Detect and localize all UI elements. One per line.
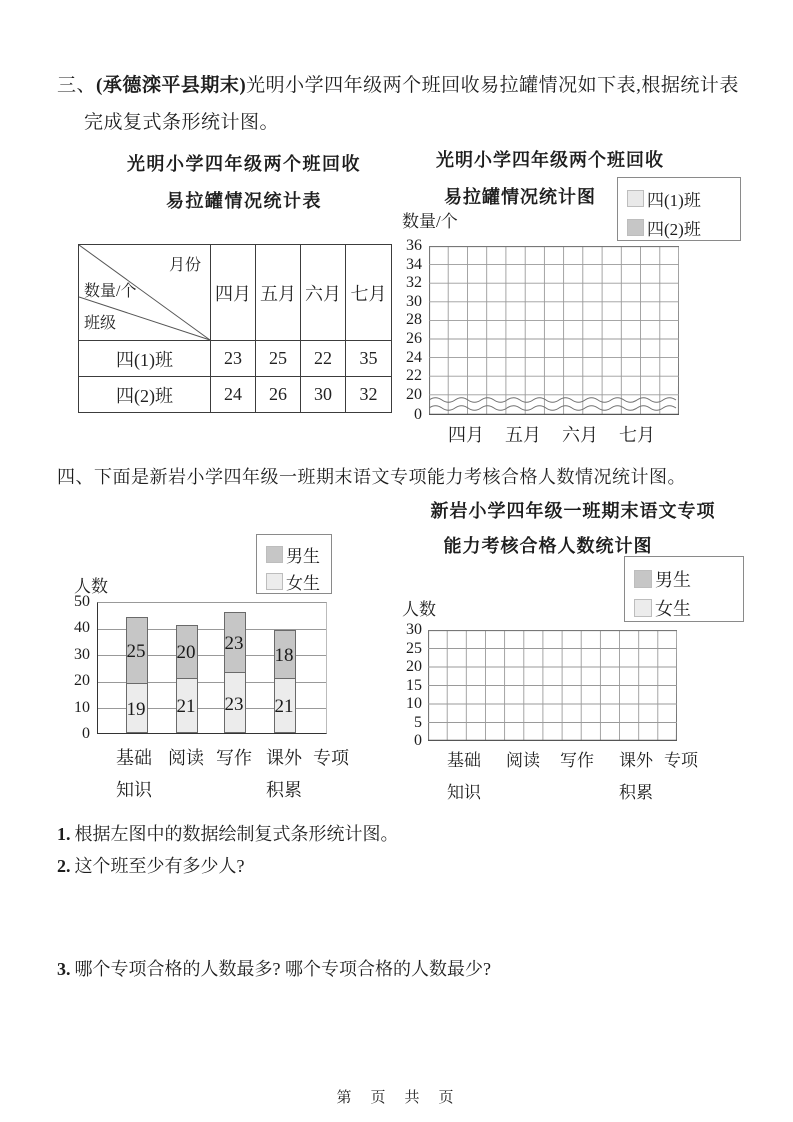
bar-value-male-3: 18 [274, 644, 294, 666]
table-month-header-0: 四月 [211, 245, 256, 341]
y-tick-label-26: 26 [406, 330, 422, 347]
bar-value-male-2: 23 [224, 632, 244, 654]
x-category-label: 课外 [619, 751, 653, 770]
x-category-label: 积累 [266, 780, 302, 800]
empty-pass-chart-y-axis-label: 人数 [402, 600, 436, 619]
y-tick-label-22: 22 [406, 367, 422, 385]
table-cell-0-0: 23 [211, 341, 256, 377]
legend-item-0 [627, 186, 701, 211]
cans-statistics-table [78, 244, 392, 413]
sub-question-2-text: 这个班至少有多少人? [74, 856, 245, 876]
cans-chart-legend [617, 177, 741, 241]
sub-question-2 [57, 852, 245, 878]
x-category-label: 六月 [562, 425, 598, 445]
y-tick-label-20: 20 [406, 658, 422, 675]
corner-label-class: 班级 [84, 315, 117, 332]
x-category-label: 课外 [266, 748, 302, 768]
y-tick-label-15: 15 [406, 676, 422, 694]
axis-break-wave-0 [429, 398, 676, 403]
y-tick-label-30: 30 [406, 621, 422, 638]
x-category-label: 专项 [313, 748, 349, 768]
legend-swatch-icon [266, 546, 283, 563]
question3-source-tag: (承德滦平县期末) [96, 75, 247, 96]
empty-pass-chart-grid [428, 630, 677, 741]
cans-chart-title-line1: 光明小学四年级两个班回收 [436, 150, 664, 170]
y-tick-label-0: 0 [82, 725, 90, 742]
legend-swatch-icon [634, 570, 652, 588]
table-cell-0-1: 25 [256, 341, 301, 377]
y-tick-label-28: 28 [406, 311, 422, 329]
sub-question-3-number: 3. [57, 959, 71, 979]
y-tick-label-25: 25 [406, 639, 422, 657]
empty-pass-chart-legend [624, 556, 744, 622]
sub-question-3-text: 哪个专项合格的人数最多? 哪个专项合格的人数最少? [74, 959, 491, 979]
legend-swatch-icon [627, 219, 644, 236]
x-category-label: 阅读 [506, 751, 540, 770]
y-tick-label-5: 5 [414, 713, 422, 731]
y-tick-label-24: 24 [406, 348, 422, 366]
legend-item-1 [627, 215, 701, 240]
table-row-1 [79, 377, 392, 413]
table-month-header-3: 七月 [346, 245, 392, 341]
y-tick-label-32: 32 [406, 274, 422, 292]
table-title-line1: 光明小学四年级两个班回收 [127, 154, 361, 174]
legend-label: 男生 [286, 547, 320, 566]
table-row-label-1: 四(2)班 [79, 377, 211, 413]
legend-item-1 [634, 595, 691, 621]
y-tick-label-0: 0 [414, 405, 422, 423]
x-category-label: 基础 [447, 751, 481, 770]
pass-chart-y-axis-label: 人数 [74, 577, 108, 596]
table-cell-1-0: 24 [211, 377, 256, 413]
table-cell-1-1: 26 [256, 377, 301, 413]
axis-break-wave-1 [429, 406, 676, 411]
bar-value-male-1: 20 [176, 642, 196, 664]
bar-value-female-2: 23 [224, 693, 244, 715]
x-category-label: 专项 [664, 751, 698, 770]
y-tick-label-20: 20 [74, 672, 90, 690]
y-tick-label-0: 0 [414, 732, 422, 749]
y-tick-label-20: 20 [406, 385, 422, 403]
table-cell-1-3: 32 [346, 377, 392, 413]
legend-label: 女生 [655, 599, 691, 619]
empty-pass-chart-title-line1: 新岩小学四年级一班期末语文专项 [430, 501, 716, 521]
table-cell-1-2: 30 [301, 377, 346, 413]
y-tick-label-30: 30 [406, 292, 422, 310]
legend-label: 四(1)班 [647, 191, 701, 210]
sub-question-1-number: 1. [57, 824, 71, 844]
y-tick-label-30: 30 [74, 645, 90, 663]
question3-number: 三、 [57, 75, 97, 96]
table-cell-0-3: 35 [346, 341, 392, 377]
question3-text-line2: 完成复式条形统计图。 [84, 112, 280, 133]
table-cell-0-2: 22 [301, 341, 346, 377]
legend-label: 四(2)班 [647, 220, 701, 239]
x-category-label: 七月 [619, 425, 655, 445]
bar-value-male-0: 25 [126, 640, 146, 662]
bar-value-female-0: 19 [126, 698, 146, 720]
x-category-label: 知识 [116, 780, 152, 800]
pass-chart-y-ticks [58, 593, 92, 747]
x-category-label: 阅读 [168, 748, 204, 768]
x-category-label: 四月 [448, 425, 484, 445]
empty-pass-chart-y-ticks [396, 621, 424, 755]
table-month-header-2: 六月 [301, 245, 346, 341]
table-corner-cell [79, 245, 211, 341]
y-tick-label-50: 50 [74, 593, 90, 610]
y-tick-label-40: 40 [74, 619, 90, 637]
legend-label: 女生 [286, 574, 320, 593]
bar-value-female-1: 21 [176, 696, 196, 718]
empty-pass-chart-title-line2: 能力考核合格人数统计图 [443, 536, 653, 556]
cans-chart-y-ticks [393, 237, 424, 426]
table-title-line2: 易拉罐情况统计表 [166, 191, 322, 211]
question3-text: 光明小学四年级两个班回收易拉罐情况如下表,根据统计表 [246, 75, 739, 96]
corner-label-quantity: 数量/个 [84, 283, 137, 300]
legend-item-0 [634, 566, 691, 592]
pass-chart-legend [256, 534, 332, 594]
x-category-label: 五月 [505, 425, 541, 445]
sub-question-2-number: 2. [57, 856, 71, 876]
legend-swatch-icon [266, 573, 283, 590]
question4-heading: 四、下面是新岩小学四年级一班期末语文专项能力考核合格人数情况统计图。 [57, 467, 686, 487]
y-tick-label-10: 10 [74, 698, 90, 716]
x-category-label: 积累 [619, 783, 653, 802]
sub-question-1 [57, 820, 399, 846]
y-tick-label-10: 10 [406, 695, 422, 712]
x-category-label: 写作 [560, 751, 594, 770]
legend-item-1 [266, 569, 320, 594]
corner-label-month: 月份 [168, 257, 201, 274]
legend-label: 男生 [655, 570, 691, 590]
question3-heading [57, 70, 739, 97]
x-category-label: 写作 [216, 748, 252, 768]
x-category-label: 知识 [447, 783, 481, 802]
cans-chart-title-line2: 易拉罐情况统计图 [444, 187, 596, 207]
legend-item-0 [266, 542, 320, 567]
legend-swatch-icon [634, 599, 652, 617]
sub-question-3 [57, 955, 491, 981]
table-row-label-0: 四(1)班 [79, 341, 211, 377]
x-category-label: 基础 [116, 748, 152, 768]
page-footer: 第 页 共 页 [336, 1090, 456, 1106]
y-tick-label-34: 34 [406, 255, 422, 273]
cans-chart-y-axis-label: 数量/个 [402, 212, 458, 231]
cans-chart-grid [429, 246, 679, 415]
sub-question-1-text: 根据左图中的数据绘制复式条形统计图。 [74, 824, 399, 844]
table-row-0 [79, 341, 392, 377]
bar-value-female-3: 21 [274, 696, 294, 718]
y-tick-label-36: 36 [406, 237, 422, 254]
legend-swatch-icon [627, 190, 644, 207]
table-month-header-1: 五月 [256, 245, 301, 341]
